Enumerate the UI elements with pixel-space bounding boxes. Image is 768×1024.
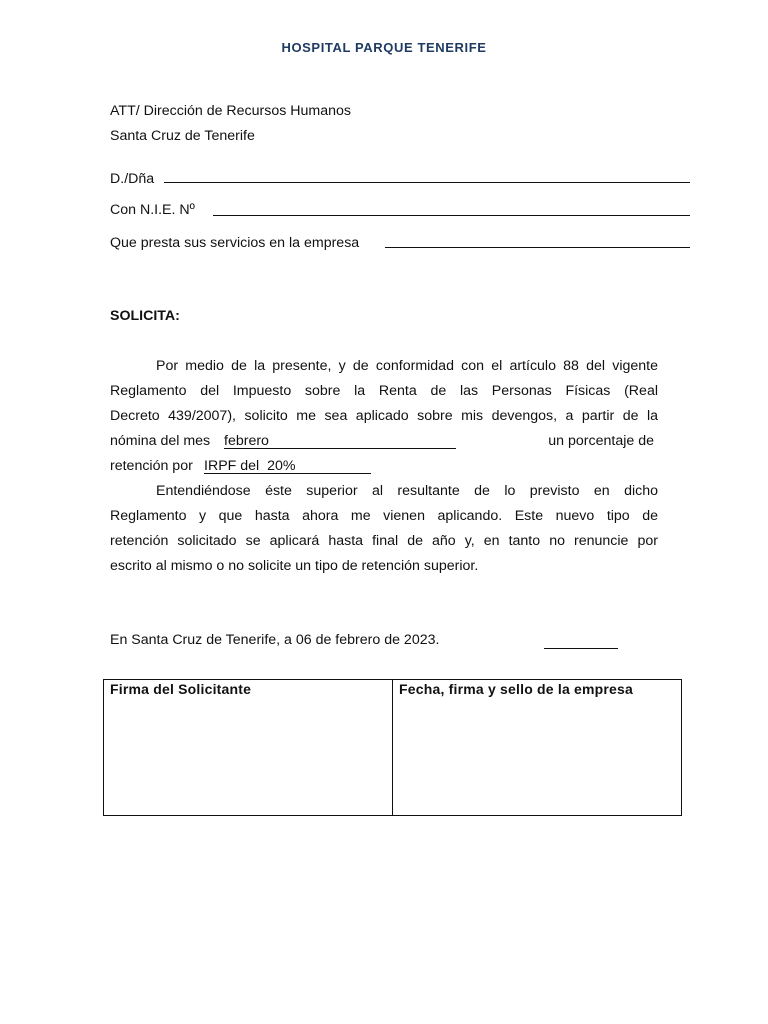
percentage-label: un porcentaje de (548, 433, 654, 449)
p2-line-3: retención solicitado se aplicará hasta final de año y, en tanto no renuncie por (110, 533, 658, 549)
retention-label: retención por (110, 458, 193, 474)
p1-line-2: Reglamento del Impuesto sobre la Renta de las Personas Físicas (Real (110, 383, 658, 399)
irpf-field[interactable] (204, 454, 371, 474)
applicant-signature-label: Firma del Solicitante (110, 681, 252, 697)
p2-line-4: escrito al mismo o no solicite un tipo de retención superior. (110, 558, 479, 574)
date-blank-line[interactable] (544, 648, 618, 649)
p2-line-2: Reglamento y que hasta ahora me vienen aplicando. Este nuevo tipo de (110, 508, 658, 524)
p1-line-1: Por medio de la presente, y de conformidad con el artículo 88 del vigente (156, 358, 658, 374)
recipient-line-1: ATT/ Dirección de Recursos Humanos (110, 103, 352, 119)
solicita-heading: SOLICITA: (110, 308, 180, 324)
month-value: febrero (224, 433, 269, 449)
nie-blank-line[interactable] (213, 215, 690, 216)
month-label: nómina del mes (110, 433, 211, 449)
name-label: D./Dña (110, 171, 155, 187)
hospital-logo: HOSPITAL PARQUE TENERIFE (281, 40, 487, 55)
p1-line-3: Decreto 439/2007), solicito me sea aplicado sobre mis devengos, a partir de la (110, 408, 658, 424)
company-blank-line[interactable] (385, 247, 690, 248)
p2-line-1: Entendiéndose éste superior al resultante de lo previsto en dicho (156, 483, 658, 499)
irpf-value: IRPF del 20% (204, 458, 296, 474)
date-line: En Santa Cruz de Tenerife, a 06 de febrero de 2023. (110, 632, 440, 648)
p1-line-5 (110, 454, 658, 479)
p1-line-4 (110, 429, 658, 454)
body-paragraph-1 (110, 354, 658, 579)
company-signature-cell[interactable] (393, 680, 682, 816)
company-label: Que presta sus servicios en la empresa (110, 235, 360, 251)
month-field[interactable] (224, 429, 456, 449)
nie-label: Con N.I.E. Nº (110, 202, 195, 218)
signature-table (103, 679, 682, 816)
name-blank-line[interactable] (164, 182, 690, 183)
applicant-signature-cell[interactable] (104, 680, 393, 816)
recipient-line-2: Santa Cruz de Tenerife (110, 128, 255, 144)
company-signature-label: Fecha, firma y sello de la empresa (399, 681, 634, 697)
